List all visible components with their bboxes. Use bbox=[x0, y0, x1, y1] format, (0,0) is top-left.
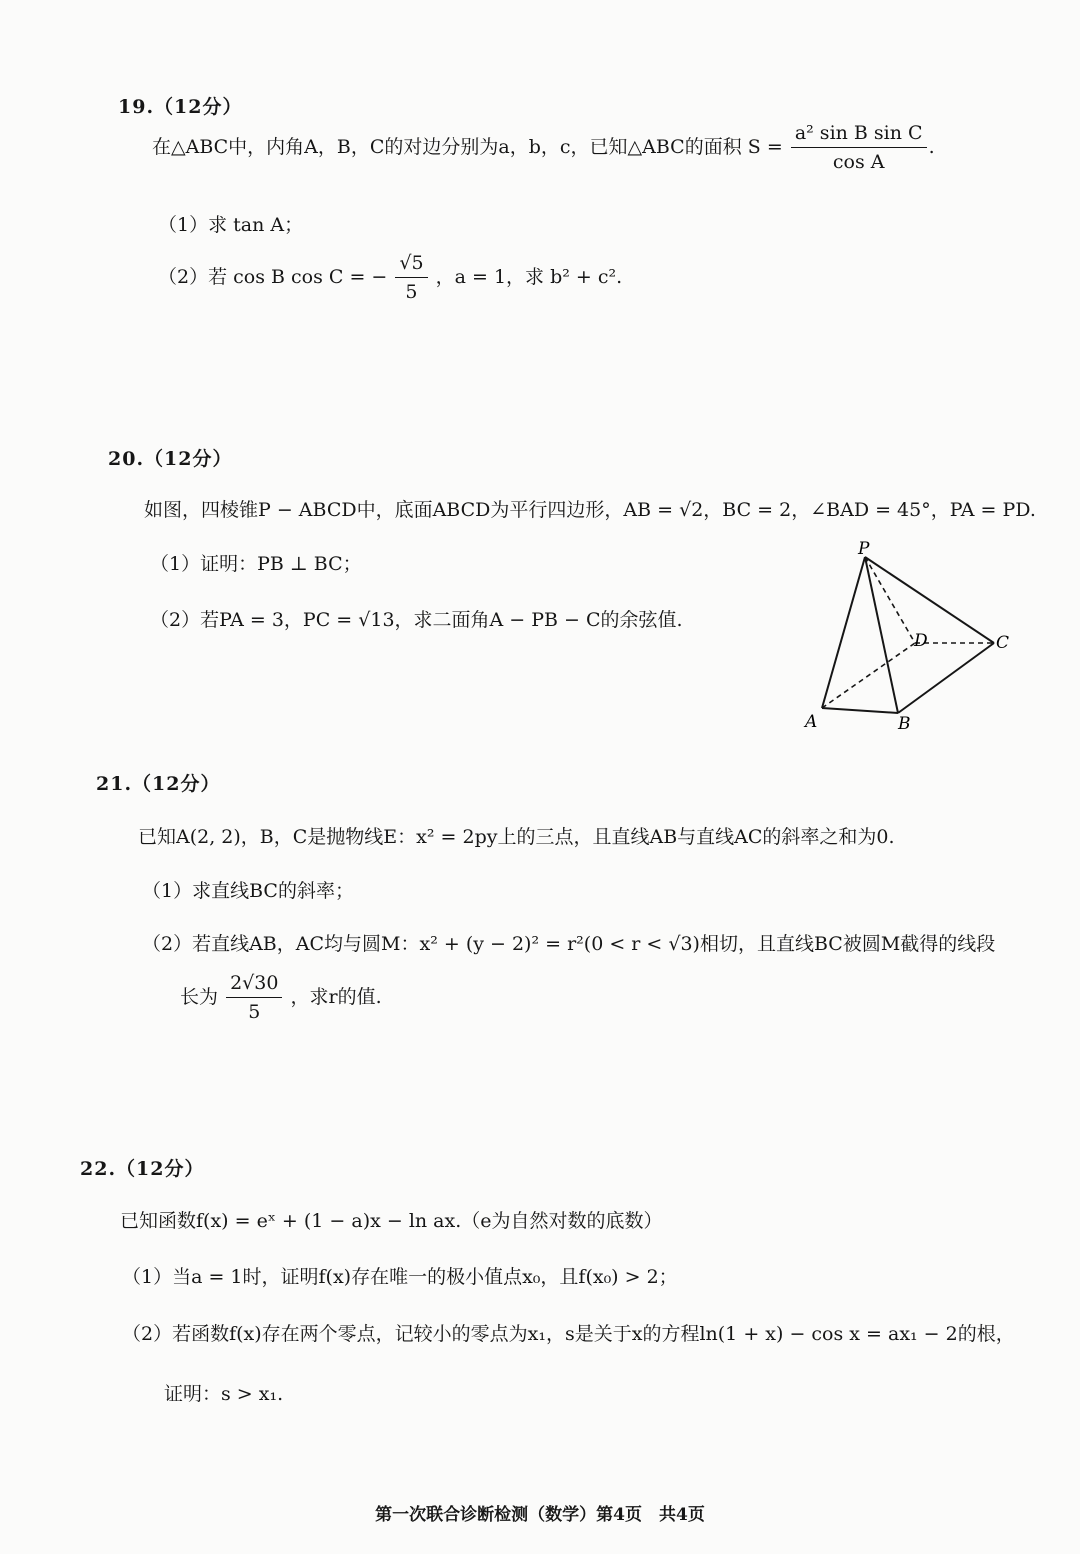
edge-pc bbox=[865, 557, 994, 643]
fraction-numerator: √5 bbox=[395, 252, 427, 278]
question-21-heading: 21.（12分） bbox=[96, 773, 221, 795]
vertex-label-a: A bbox=[805, 712, 818, 732]
edge-ab bbox=[822, 708, 898, 713]
question-21-part-1: （1）求直线BC的斜率； bbox=[142, 880, 354, 902]
question-22-heading: 22.（12分） bbox=[80, 1158, 205, 1180]
edge-bc bbox=[898, 643, 994, 713]
question-21-part-2-suffix: ，求r的值. bbox=[290, 985, 382, 1008]
question-21-part-2-line-1: （2）若直线AB，AC均与圆M：x² + (y − 2)² = r²(0 < r < √3)相切，且直线BC被圆M截得的线段 bbox=[142, 933, 996, 955]
vertex-label-b: B bbox=[898, 714, 911, 734]
question-19-part-2-prefix: （2）若 cos B cos C = − bbox=[158, 265, 388, 288]
vertex-label-p: P bbox=[858, 539, 870, 559]
question-19-stem-text: 在△ABC中，内角A，B，C的对边分别为a，b，c，已知△ABC的面积 bbox=[152, 135, 742, 158]
fraction-numerator: 2√30 bbox=[226, 972, 282, 998]
question-19-stem: 在△ABC中，内角A，B，C的对边分别为a，b，c，已知△ABC的面积 S = $\frac{\text{a² sin B sin C}}{\text{cos A}}$ . bbox=[152, 122, 935, 173]
vertex-label-c: C bbox=[996, 633, 1010, 653]
question-19-part-2 bbox=[158, 252, 622, 304]
page-footer: 第一次联合诊断检测（数学）第4页 共4页 bbox=[375, 1505, 705, 1525]
question-19-part-2-fraction bbox=[395, 252, 427, 304]
question-22-part-2-line-1: （2）若函数f(x)存在两个零点，记较小的零点为x₁，s是关于x的方程ln(1 + x) − cos x = ax₁ − 2的根， bbox=[122, 1323, 1015, 1345]
question-19-part-1: （1）求 tan A； bbox=[158, 214, 304, 236]
question-19-heading: 19.（12分） bbox=[118, 96, 243, 118]
area-fraction bbox=[791, 122, 927, 174]
fraction-denominator: 5 bbox=[405, 280, 418, 303]
question-22-part-2-line-2: 证明：s > x₁. bbox=[164, 1383, 284, 1405]
question-20-part-1: （1）证明：PB ⊥ BC； bbox=[150, 553, 362, 575]
area-fraction-denominator: cos A bbox=[832, 150, 885, 173]
area-variable: S bbox=[747, 135, 761, 158]
question-21-part-2-prefix: 长为 bbox=[180, 985, 219, 1008]
segment-length-fraction bbox=[226, 972, 282, 1024]
question-20-part-2: （2）若PA = 3，PC = √13，求二面角A − PB − C的余弦值. bbox=[150, 609, 683, 631]
pyramid-figure bbox=[790, 530, 1030, 740]
question-22-stem: 已知函数f(x) = eˣ + (1 − a)x − ln ax.（e为自然对数的底数） bbox=[120, 1210, 663, 1232]
question-21-part-2-line-2 bbox=[180, 972, 382, 1024]
question-20-stem: 如图，四棱锥P − ABCD中，底面ABCD为平行四边形，AB = √2，BC = 2，∠BAD = 45°，PA = PD. bbox=[144, 499, 1036, 521]
fraction-denominator: 5 bbox=[248, 1000, 261, 1023]
question-20-heading: 20.（12分） bbox=[108, 448, 233, 470]
question-19-part-2-suffix: ，a = 1，求 b² + c². bbox=[435, 265, 623, 288]
question-21-stem: 已知A(2, 2)，B，C是抛物线E：x² = 2py上的三点，且直线AB与直线AC的斜率之和为0. bbox=[138, 826, 895, 848]
vertex-label-d: D bbox=[914, 631, 928, 651]
edge-pa bbox=[822, 557, 865, 708]
edge-pd bbox=[865, 557, 915, 643]
area-fraction-numerator: a² sin B sin C bbox=[791, 122, 927, 148]
question-22-part-1: （1）当a = 1时，证明f(x)存在唯一的极小值点x₀，且f(x₀) > 2； bbox=[122, 1266, 678, 1288]
edge-ad bbox=[822, 643, 915, 708]
edge-pb bbox=[865, 557, 898, 713]
